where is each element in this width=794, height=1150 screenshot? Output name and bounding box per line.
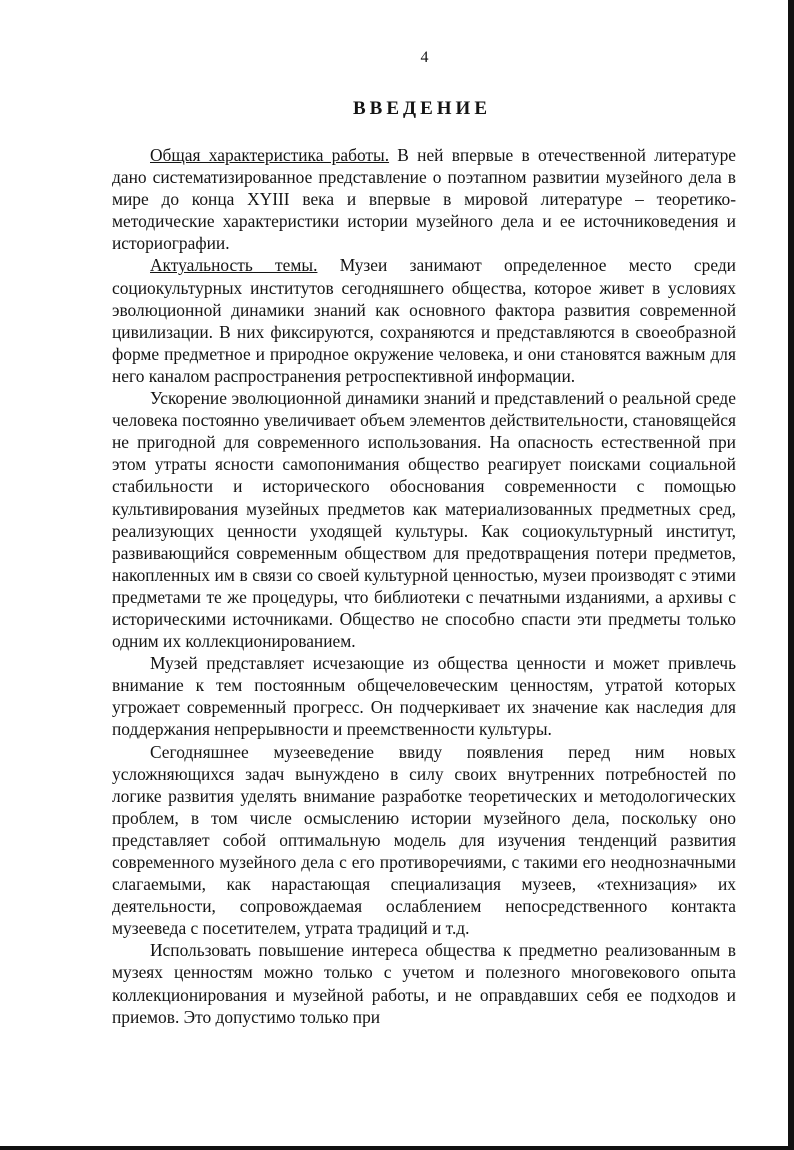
- paragraph-text: Сегодняшнее музееведение ввиду появления перед ним новых усложняющихся задач вынуждено в силу своих внутренних потребностей по логике развития уделять внимание разработке теоретических и методологических проблем, в том числе осмыслению истории музейного дела, поскольку оно представляет собой оптимальную модель для изучения тенденций развития современного музейного дела с его противоречиями, с такими его неоднозначными слагаемыми, как нарастающая специализация музеев, «технизация» их деятельности, сопровождаемая ослаблением непосредственного контакта музееведа с посетителем, утрата традиций и т.д.: [112, 741, 736, 939]
- paragraph-text: Использовать повышение интереса общества к предметно реализованным в музеях ценностям можно только с учетом и полезного многовекового опыта коллекционирования и музейной работы, и не оправдавших себя ее подходов и приемов. Это допустимо только при: [112, 940, 736, 1027]
- paragraph: [112, 652, 736, 740]
- paragraph-text: Музей представляет исчезающие из общества ценности и может привлечь внимание к тем постоянным общечеловеческим ценностям, утратой которых угрожает современный прогресс. Он подчеркивает их значение как наследия для поддержания непрерывности и преемственности культуры.: [112, 653, 736, 740]
- paragraph: [112, 939, 736, 1027]
- paragraph-general-characteristics: [112, 144, 736, 254]
- paragraph-text: Музеи занимают определенное место среди социокультурных институтов сегодняшнего общества, которое живет в условиях эволюционной динамики знаний как основного фактора развития современной цивилизации. В них фиксируются, сохраняются и представляются в своеобразной форме предметное и природное окружение человека, и они становятся важным для него каналом распространения ретроспективной информации.: [112, 255, 736, 386]
- scan-edge-bottom: [0, 1146, 794, 1150]
- page-title: ВВЕДЕНИЕ: [353, 98, 491, 119]
- paragraph-heading: Актуальность темы.: [150, 255, 318, 276]
- paragraph-text: В ней впервые в отечественной литературе дано систематизированное представление о поэтапном развитии музейного дела в мире до конца XYIII века и впервые в мировой литературе – теоретико-методические характеристики истории музейного дела и ее источниковедения и историографии.: [112, 145, 736, 254]
- paragraph-heading: Общая характеристика работы.: [150, 145, 390, 165]
- scan-edge-right: [788, 0, 794, 1150]
- body-text: [112, 144, 736, 1028]
- paragraph-relevance: [112, 254, 736, 387]
- paragraph: [112, 387, 736, 652]
- paragraph-text: Ускорение эволюционной динамики знаний и представлений о реальной среде человека постоянно увеличивает объем элементов действительности, становящейся не пригодной для современного использования. На опасность естественной при этом утраты ясности самопонимания общество реагирует поисками социальной стабильности и исторического обоснования современности с помощью культивирования музейных предметов как материализованных предметных сред, реализующих ценности уходящей культуры. Как социокультурный институт, развивающийся современным обществом для предотвращения потери предметов, накопленных им в связи со своей культурной ценностью, музеи производят с этими предметами те же процедуры, что библиотеки с печатными изданиями, а архивы с историческими источниками. Общество не способно спасти эти предметы только одним их коллекционированием.: [112, 388, 736, 652]
- page-number: 4: [420, 49, 429, 66]
- paragraph: [112, 741, 736, 940]
